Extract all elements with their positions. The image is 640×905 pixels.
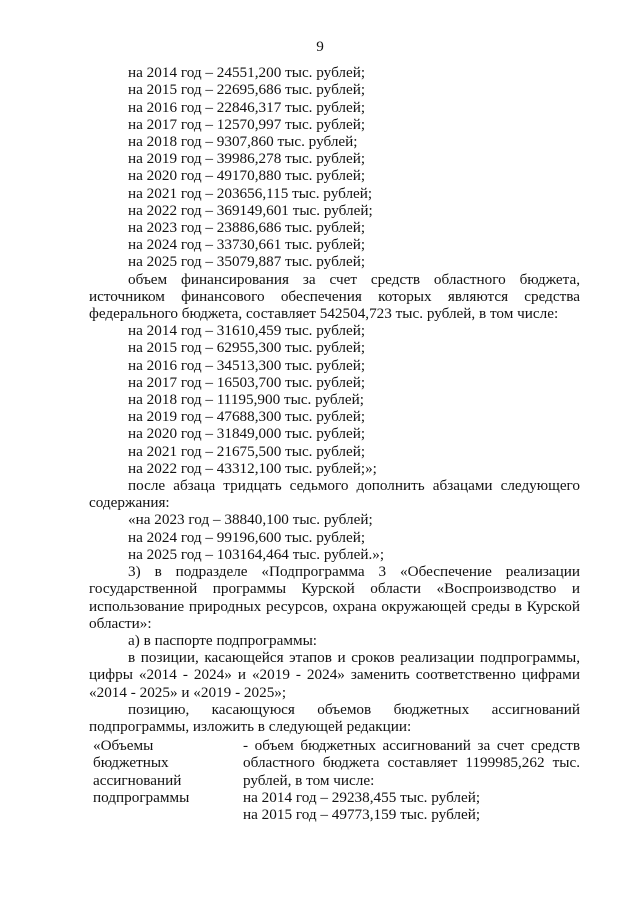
paragraph-passport: а) в паспорте подпрограммы: [128,631,317,649]
list-item: на 2016 год – 34513,300 тыс. рублей; [128,356,366,374]
list-item: на 2023 год – 23886,686 тыс. рублей; [128,219,366,237]
list-item: на 2018 год – 9307,860 тыс. рублей; [128,133,358,151]
list-item: на 2014 год – 31610,459 тыс. рублей; [128,322,366,340]
value-line: на 2015 год – 49773,159 тыс. рублей; [243,805,481,823]
value-text: - объем бюджетных ассигнований за счет средств областного бюджета составляет 1199985,262 тыс. рублей, в том числе: [243,737,580,789]
funding-list-2 [89,322,580,477]
passport-label-cell [89,737,243,823]
list-item: на 2022 год – 43312,100 тыс. рублей;»; [128,459,377,477]
list-item: на 2024 год – 33730,661 тыс. рублей; [128,236,366,254]
list-item: на 2014 год – 24551,200 тыс. рублей; [128,64,366,82]
list-item: на 2015 год – 62955,300 тыс. рублей; [128,339,366,357]
label-line: «Объемы [93,737,154,755]
funding-list-3 [89,511,580,563]
list-item: на 2017 год – 16503,700 тыс. рублей; [128,373,366,391]
table-row [89,737,580,823]
list-item: на 2024 год – 99196,600 тыс. рублей; [128,528,366,546]
paragraph-budget-position: позицию, касающуюся объемов бюджетных ассигнований подпрограммы, изложить в следующей редакции: [89,700,580,735]
label-line: подпрограммы [93,788,190,806]
passport-value-cell [243,737,580,823]
paragraph-federal-funding: объем финансирования за счет средств областного бюджета, источником финансового обеспечения которых являются средства федерального бюджета, составляет 542504,723 тыс. рублей, в том числе: [89,270,580,323]
paragraph-stages: в позиции, касающейся этапов и сроков реализации подпрограммы, цифры «2014 - 2024» и «2019 - 2024» заменить соответственно цифрами «2014 - 2025» и «2019 - 2025»; [89,649,580,701]
list-item: на 2019 год – 47688,300 тыс. рублей; [128,408,366,426]
list-item: «на 2023 год – 38840,100 тыс. рублей; [128,511,373,529]
page-number: 9 [316,38,324,55]
list-item: на 2025 год – 103164,464 тыс. рублей.»; [128,545,385,563]
list-item: на 2021 год – 203656,115 тыс. рублей; [128,184,373,202]
list-item: на 2015 год – 22695,686 тыс. рублей; [128,81,366,99]
list-item: на 2020 год – 31849,000 тыс. рублей; [128,425,366,443]
list-item: на 2017 год – 12570,997 тыс. рублей; [128,115,366,133]
funding-list-1 [89,64,580,270]
list-item: на 2019 год – 39986,278 тыс. рублей; [128,150,366,168]
value-line: на 2014 год – 29238,455 тыс. рублей; [243,788,481,806]
list-item: на 2022 год – 369149,601 тыс. рублей; [128,201,373,219]
list-item: на 2016 год – 22846,317 тыс. рублей; [128,98,366,116]
list-item: на 2020 год – 49170,880 тыс. рублей; [128,167,366,185]
paragraph-add-lines: после абзаца тридцать седьмого дополнить абзацами следующего содержания: [89,477,580,512]
list-item: на 2025 год – 35079,887 тыс. рублей; [128,253,366,271]
list-item: на 2021 год – 21675,500 тыс. рублей; [128,442,366,460]
label-line: бюджетных [93,754,169,772]
paragraph-subprogram-3: 3) в подразделе «Подпрограмма 3 «Обеспечение реализации государственной программы Курской области «Воспроизводство и использование природных ресурсов, охрана окружающей среды в Курской области»: [89,563,580,632]
label-line: ассигнований [93,771,182,789]
list-item: на 2018 год – 11195,900 тыс. рублей; [128,391,364,409]
passport-table [89,737,580,823]
